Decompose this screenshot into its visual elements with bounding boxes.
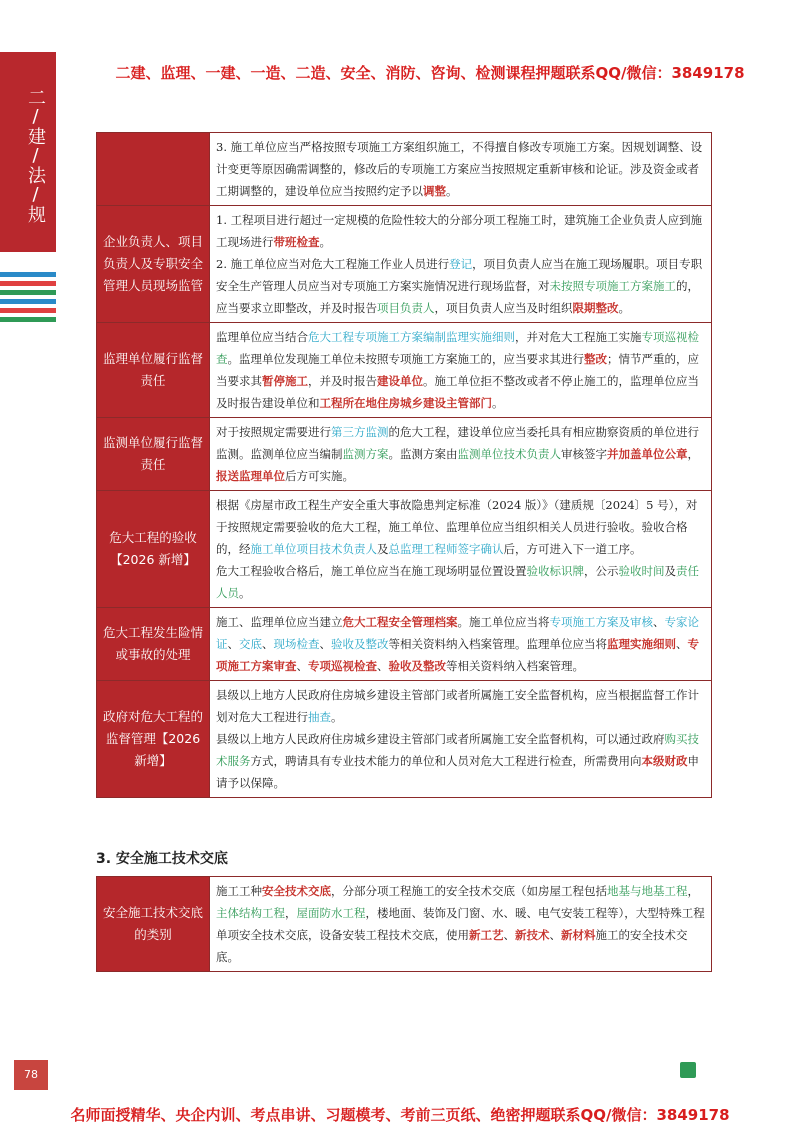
body-text: 方式，聘请具有专业技术能力的单位和人员对危大工程进行检查，所需费用向 <box>250 754 642 768</box>
responsibility-table <box>96 132 712 798</box>
side-title: 二/建/法/规 <box>25 87 46 223</box>
body-text: 、 <box>549 928 561 942</box>
body-text: 。 <box>492 396 504 410</box>
body-text: 、 <box>653 615 665 629</box>
paragraph <box>216 209 705 253</box>
highlight-text: 专项巡视检查 <box>216 330 699 366</box>
body-text: 审核签字 <box>561 447 607 461</box>
body-text: 县级以上地方人民政府住房城乡建设主管部门或者所属施工安全监督机构，可以通过政府 <box>216 732 665 746</box>
promo-top-banner: 二建、监理、一建、一造、二造、安全、消防、咨询、检测课程押题联系QQ/微信：3849178 <box>115 64 745 82</box>
table-row <box>97 206 711 323</box>
row-label: 企业负责人、项目负责人及专职安全管理人员现场监管 <box>97 206 209 322</box>
body-text: 。 <box>319 235 331 249</box>
highlight-text: 购买技术服务 <box>216 732 699 768</box>
highlight-text: 主体结构工程 <box>216 906 285 920</box>
body-text: ，项目负责人应当在施工现场履职。项目专职安全生产管理人员应当对专项施工方案实施情况进行现场监督，对 <box>216 257 703 293</box>
row-content <box>209 133 711 205</box>
body-text: 、 <box>503 928 515 942</box>
highlight-text: 新技术 <box>515 928 550 942</box>
body-text: 。 <box>618 301 630 315</box>
paragraph <box>216 560 705 604</box>
row-content <box>209 418 711 490</box>
stripe-blue <box>0 272 56 277</box>
highlight-text: 调整 <box>423 184 446 198</box>
highlight-text: 专项施工方案审查 <box>216 637 699 673</box>
body-text: 。 <box>239 586 251 600</box>
highlight-text: 监测方案 <box>342 447 389 461</box>
body-text: 。监测方案由 <box>388 447 458 461</box>
highlight-text: 屋面防水工程 <box>296 906 366 920</box>
body-text: 及 <box>664 564 676 578</box>
table-row <box>97 681 711 797</box>
body-text: ， <box>687 447 699 461</box>
highlight-text: 登记 <box>449 257 473 271</box>
highlight-text: 专项施工方案及审核 <box>549 615 653 629</box>
book-icon <box>680 1062 696 1078</box>
highlight-text: 专项巡视检查 <box>308 659 377 673</box>
highlight-text: 施工单位项目技术负责人 <box>250 542 377 556</box>
color-stripes <box>0 272 56 326</box>
stripe-blue <box>0 299 56 304</box>
highlight-text: 地基与地基工程 <box>607 884 688 898</box>
highlight-text: 验收及整改 <box>388 659 446 673</box>
body-text: 。 <box>331 710 343 724</box>
row-label: 监理单位履行监督责任 <box>97 323 209 417</box>
highlight-text: 建设单位 <box>377 374 423 388</box>
body-text: 、 <box>262 637 274 651</box>
highlight-text: 危大工程安全管理档案 <box>342 615 458 629</box>
body-text: 及 <box>377 542 389 556</box>
paragraph <box>216 611 705 677</box>
page-number: 78 <box>14 1060 48 1090</box>
body-text: ；情节严重的，应当要求其 <box>216 352 699 388</box>
body-text: 监理单位应当结合 <box>216 330 308 344</box>
body-text: 申请予以保障。 <box>216 754 699 790</box>
row-label: 安全施工技术交底的类别 <box>97 877 209 971</box>
body-text: 县级以上地方人民政府住房城乡建设主管部门或者所属施工安全监督机构，应当根据监督工作计划对危大工程进行 <box>216 688 699 724</box>
highlight-text: 监理实施细则 <box>607 637 676 651</box>
body-text: 等相关资料纳入档案管理。 <box>446 659 584 673</box>
row-content <box>209 877 711 971</box>
promo-bottom-banner: 名师面授精华、央企内训、考点串讲、习题模考、考前三页纸、绝密押题联系QQ/微信：3849178 <box>70 1106 730 1124</box>
stripe-red <box>0 308 56 313</box>
body-text: ，分部分项工程施工的安全技术交底（如房屋工程包括 <box>331 884 607 898</box>
body-text: ，公示 <box>584 564 619 578</box>
row-label: 政府对危大工程的监督管理【2026 新增】 <box>97 681 209 797</box>
body-text: 。 <box>446 184 458 198</box>
highlight-text: 安全技术交底 <box>262 884 331 898</box>
row-label <box>97 133 209 205</box>
body-text: 。施工单位应当将 <box>457 615 550 629</box>
highlight-text: 验收及整改 <box>331 637 389 651</box>
paragraph <box>216 421 705 487</box>
highlight-text: 监测单位技术负责人 <box>457 447 561 461</box>
body-text: 、 <box>319 637 331 651</box>
body-text: 、 <box>377 659 389 673</box>
highlight-text: 暂停施工 <box>262 374 308 388</box>
table-row <box>97 418 711 491</box>
tech-briefing-table <box>96 876 712 972</box>
body-text: ， <box>687 884 699 898</box>
body-text: ， <box>285 906 297 920</box>
stripe-green <box>0 317 56 322</box>
highlight-text: 工程所在地住房城乡建设主管部门 <box>319 396 492 410</box>
highlight-text: 本级财政 <box>641 754 688 768</box>
highlight-text: 报送监理单位 <box>216 469 285 483</box>
body-text: 的危大工程，建设单位应当委托具有相应勘察资质的单位进行监测。监测单位应当编制 <box>216 425 699 461</box>
highlight-text: 验收时间 <box>618 564 665 578</box>
body-text: 。施工单位拒不整改或者不停止施工的，监理单位应当及时报告建设单位和 <box>216 374 699 410</box>
stripe-green <box>0 290 56 295</box>
paragraph <box>216 880 705 968</box>
highlight-text: 项目负责人 <box>377 301 435 315</box>
paragraph <box>216 136 705 202</box>
body-text: 对于按照规定需要进行 <box>216 425 331 439</box>
body-text: 后，方可进入下一道工序。 <box>503 542 642 556</box>
row-content <box>209 491 711 607</box>
body-text: 施工的安全技术交底。 <box>216 928 688 964</box>
body-text: 2. 施工单位应当对危大工程施工作业人员进行 <box>216 257 450 271</box>
body-text: 、 <box>227 637 239 651</box>
body-text: 危大工程验收合格后，施工单位应当在施工现场明显位置设置 <box>216 564 527 578</box>
body-text: 3. 施工单位应当严格按照专项施工方案组织施工，不得擅自修改专项施工方案。因规划调整、设计变更等原因确需调整的，修改后的专项施工方案应当按照规定重新审核和论证。涉及资金或者工期调整的，建设单位应当按照约定予以 <box>216 140 703 198</box>
body-text: 、 <box>296 659 308 673</box>
highlight-text: 新材料 <box>561 928 596 942</box>
paragraph <box>216 494 705 560</box>
body-text: ，楼地面、装饰及门窗、水、暖、电气安装工程等），大型特殊工程单项安全技术交底，设备安装工程技术交底，使用 <box>216 906 705 942</box>
highlight-text: 带班检查 <box>273 235 320 249</box>
section-title: 3. 安全施工技术交底 <box>96 851 228 867</box>
body-text: 。监理单位发现施工单位未按照专项施工方案施工的，应当要求其进行 <box>227 352 584 366</box>
highlight-text: 新工艺 <box>469 928 504 942</box>
row-content <box>209 608 711 680</box>
body-text: ，项目负责人应当及时组织 <box>434 301 573 315</box>
highlight-text: 抽查 <box>308 710 331 724</box>
body-text: 的，应当要求立即整改，并及时报告 <box>216 279 699 315</box>
row-label: 监测单位履行监督责任 <box>97 418 209 490</box>
stripe-red <box>0 281 56 286</box>
highlight-text: 责任人员 <box>216 564 699 600</box>
highlight-text: 交底 <box>239 637 262 651</box>
highlight-text: 验收标识牌 <box>526 564 584 578</box>
paragraph <box>216 728 705 794</box>
table-row <box>97 608 711 681</box>
highlight-text: 限期整改 <box>572 301 619 315</box>
body-text: 等相关资料纳入档案管理。监理单位应当将 <box>388 637 607 651</box>
body-text: ，并及时报告 <box>308 374 377 388</box>
body-text: 后方可实施。 <box>285 469 354 483</box>
highlight-text: 总监理工程师签字确认 <box>388 542 504 556</box>
body-text: 1. 工程项目进行超过一定规模的危险性较大的分部分项工程施工时，建筑施工企业负责人应到施工现场进行 <box>216 213 703 249</box>
row-content <box>209 681 711 797</box>
row-label: 危大工程发生险情或事故的处理 <box>97 608 209 680</box>
paragraph <box>216 326 705 414</box>
paragraph <box>216 253 705 319</box>
row-label: 危大工程的验收【2026 新增】 <box>97 491 209 607</box>
highlight-text: 危大工程专项施工方案编制监理实施细则 <box>308 330 515 344</box>
table-row <box>97 133 711 206</box>
highlight-text: 未按照专项施工方案施工 <box>549 279 676 293</box>
body-text: 施工、监理单位应当建立 <box>216 615 343 629</box>
body-text: ，并对危大工程施工实施 <box>515 330 642 344</box>
row-content <box>209 206 711 322</box>
highlight-text: 第三方监测 <box>331 425 389 439</box>
highlight-text: 专家论证 <box>216 615 699 651</box>
table-row <box>97 491 711 608</box>
body-text: 施工工种 <box>216 884 262 898</box>
highlight-text: 整改 <box>584 352 607 366</box>
body-text: 根据《房屋市政工程生产安全重大事故隐患判定标准（2024 版）》（建质规〔2024〕5 号），对于按照规定需要验收的危大工程，施工单位、监理单位应当组织相关人员进行验收。验收合格的，经 <box>216 498 698 556</box>
highlight-text: 现场检查 <box>273 637 320 651</box>
row-content <box>209 323 711 417</box>
highlight-text: 并加盖单位公章 <box>607 447 688 461</box>
paragraph <box>216 684 705 728</box>
table-row <box>97 877 711 971</box>
table-row <box>97 323 711 418</box>
body-text: 、 <box>676 637 688 651</box>
